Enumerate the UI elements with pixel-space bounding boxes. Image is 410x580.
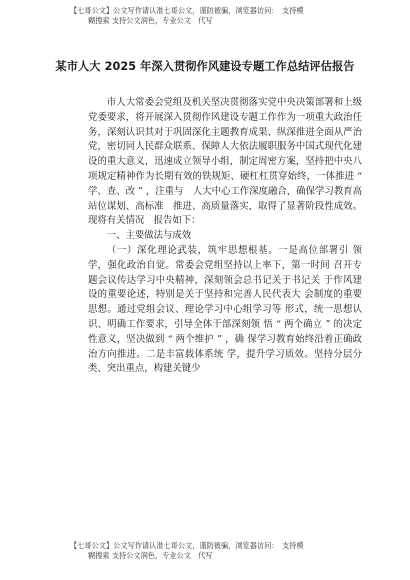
banner-line-1: 【七哥公文】公文写作请认准七哥公文，谨防被骗，浏览器访问： 支持模 xyxy=(70,541,304,550)
subsection-paragraph xyxy=(88,244,362,377)
intro-paragraph: 市人大常委会党组及机关坚决贯彻落实党中央决策部署和上级党委要求，将开展深入贯彻作风建设专题工作作为一项重大政治任务，深刻认识其对于巩固深化主题教育成果、纵深推进全面从严治党，密切同人民群众联系、保障人大依法履职服务中国式现代化建设的重大意义，迅速成立领导小组，制定周密方案，坚持把中央八项规定精神作为长期有效的铁规矩、硬杠杠贯穿始终，一体推进 “ 学、查、改 ” ，注重与 人大中心工作深度融合，确保学习教育高站位谋划、高标准 推进、高质量落实，取得了显著阶段性成效。现将有关情况 报告如下： xyxy=(88,97,362,227)
banner-line-1: 【七哥公文】公文写作请认准七哥公文，谨防被骗，浏览器访问： 支持模 xyxy=(70,6,304,15)
section-heading: 一、主要做法与成效 xyxy=(106,230,192,242)
banner-line-2: 糊搜索 支持公文润色，专业公文 代写 xyxy=(88,16,213,25)
footer-banner xyxy=(70,541,400,561)
subsection-heading: （一）深化理论武装，筑牢思想根基。 xyxy=(106,244,279,256)
header-banner xyxy=(70,6,400,26)
banner-line-2: 糊搜索 支持公文润色，专业公文 代写 xyxy=(88,551,213,560)
document-body xyxy=(88,96,362,377)
subsection-text: 一是高位部署引 领学，强化政治自觉。常委会党组坚持以上率下，第一时间 召开专题会议传达学习中央精神，深刻领会总书记关于书记关 于作风建设的重要论述，特别是关于坚持和完善人民代表大 会制度的重要思想。通过党组会议、理论学习中心组学习等 形式，统一思想认识、明确工作要求，引导全体干部深刻领 悟 “ 两个确立 ” 的决定性意义，坚决做到 “ 两个维护 ” ，确 保学习教育始终沿着正确政治方向推进。二是丰富载体系统 学，提升学习质效。坚持分层分类、突出重点，构建关键少 xyxy=(88,244,362,375)
document-title: 某市人大 2025 年深入贯彻作风建设专题工作总结评估报告 xyxy=(55,60,355,73)
